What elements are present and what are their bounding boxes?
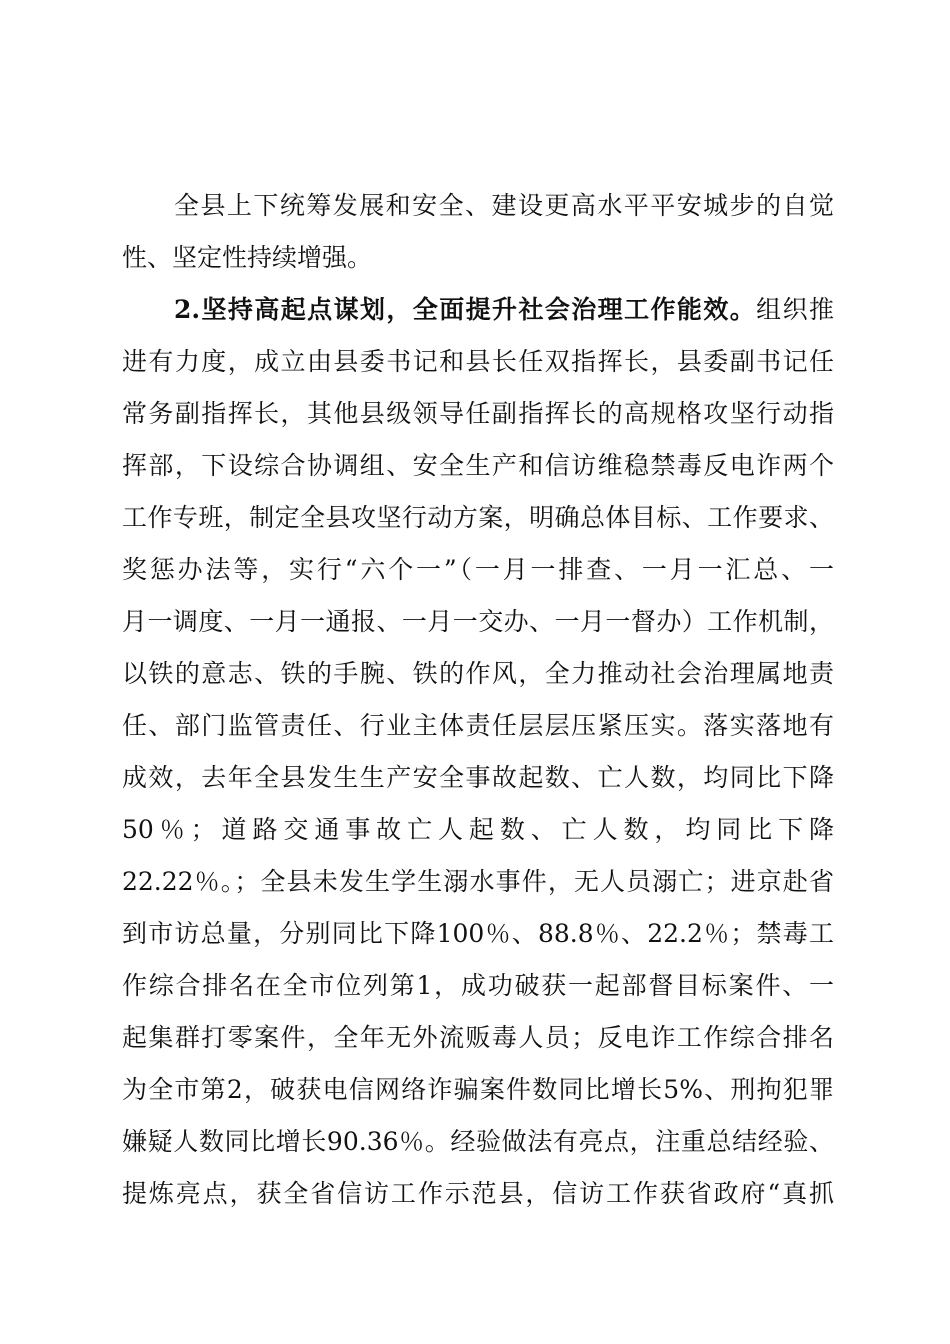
paragraph-social-governance	[122, 284, 834, 1220]
paragraph-line: 作综合排名在全市位列第1，成功破获一起部督目标案件、一	[122, 971, 834, 1000]
paragraph-line: 进有力度，成立由县委书记和县长任双指挥长，县委副书记任	[122, 347, 834, 376]
paragraph-line: 常务副指挥长，其他县级领导任副指挥长的高规格攻坚行动指	[122, 399, 834, 428]
paragraph-line: 全县上下统筹发展和安全、建设更高水平平安城步的自觉	[174, 191, 834, 220]
paragraph-line: 成效，去年全县发生生产安全事故起数、亡人数，均同比下降	[122, 763, 834, 792]
paragraph-line: 提炼亮点，获全省信访工作示范县，信访工作获省政府“真抓	[122, 1179, 834, 1208]
heading-line-continuation: 组织推	[756, 295, 834, 324]
paragraph-line: 工作专班，制定全县攻坚行动方案，明确总体目标、工作要求、	[122, 503, 834, 532]
paragraph-line: 性、坚定性持续增强。	[122, 243, 373, 272]
paragraph-line: 22.22％。；全县未发生学生溺水事件，无人员溺亡；进京赴省	[122, 867, 834, 896]
paragraph-line: 到市访总量，分别同比下降100％、88.8％、22.2％；禁毒工	[122, 919, 834, 948]
paragraph-line: 奖惩办法等，实行“六个一”（一月一排查、一月一汇总、一	[122, 555, 834, 584]
paragraph-line: 挥部，下设综合协调组、安全生产和信访维稳禁毒反电诈两个	[122, 451, 834, 480]
paragraph-line: 任、部门监管责任、行业主体责任层层压紧压实。落实落地有	[122, 711, 834, 740]
paragraph-line: 为全市第2，破获电信网络诈骗案件数同比增长5%、刑拘犯罪	[122, 1075, 834, 1104]
paragraph-line: 起集群打零案件，全年无外流贩毒人员；反电诈工作综合排名	[122, 1023, 834, 1052]
section-heading: 2.坚持高起点谋划，全面提升社会治理工作能效。	[174, 295, 757, 324]
paragraph-first-line	[122, 284, 834, 336]
paragraph-line: 嫌疑人数同比增长90.36％。经验做法有亮点，注重总结经验、	[122, 1127, 834, 1156]
paragraph-line: 以铁的意志、铁的手腕、铁的作风，全力推动社会治理属地责	[122, 659, 834, 688]
paragraph-safety-awareness	[122, 180, 834, 284]
paragraph-line: 月一调度、一月一通报、一月一交办、一月一督办）工作机制，	[122, 607, 834, 636]
paragraph-line: 50％；道路交通事故亡人起数、亡人数，均同比下降	[122, 815, 834, 844]
